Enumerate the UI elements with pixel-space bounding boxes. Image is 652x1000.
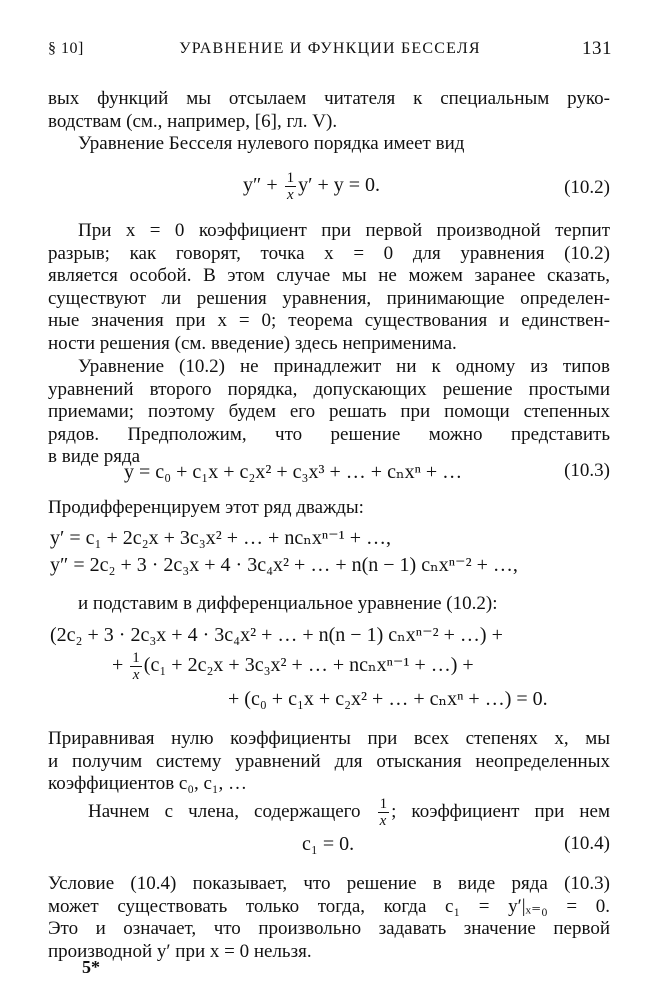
frac-numerator: 1 [286,170,295,186]
eq-plus: + [112,654,129,677]
paragraph-7 [48,728,610,796]
equation-number: (10.3) [564,460,610,481]
text-line: может существовать только тогда, когда c₁ = y′|ₓ₌₀ = 0. [48,895,610,917]
text-line: производной y′ при x = 0 нельзя. [48,940,312,962]
equation-second-derivative: y″ = 2c₂ + 3 · 2c₃x + 4 · 3c₄x² + … + n(n − 1) cₙxⁿ⁻² + …, [50,554,518,576]
equation-10-3: y = c₀ + c₁x + c₂x² + c₃x³ + … + cₙxⁿ + … [124,461,463,483]
text-line: Это и означает, что произвольно задавать значение первой [48,918,610,939]
paragraph-9 [48,873,610,963]
equation-number: (10.4) [564,833,610,854]
frac-denominator: x [287,187,294,203]
paragraph-6 [48,593,610,616]
frac-denominator: x [132,667,140,683]
paragraph-8 [88,796,611,829]
running-title: УРАВНЕНИЕ И ФУНКЦИИ БЕССЕЛЯ [179,40,481,57]
eq-rhs: y′ + y = 0. [298,174,381,197]
text-segment: ; коэффициент при нем [391,800,611,822]
text-line: вых функций мы отсылаем читателя к специальным руко- [48,88,610,109]
text-line: При x = 0 коэффициент при первой производной терпит [78,220,610,241]
text-line [88,796,611,829]
eq-body: (c₁ + 2c₂x + 3c₃x² + … + ncₙxⁿ⁻¹ + …) + [143,654,474,677]
text-line: является особой. В этом случае мы не можем заранее сказать, [48,265,610,286]
fraction [285,170,297,203]
equation-number: (10.2) [564,177,610,198]
text-segment: Начнем с члена, содержащего [88,800,361,822]
frac-numerator: 1 [379,796,388,812]
equation-substitution-3: + (c₀ + c₁x + c₂x² + … + cₙxⁿ + …) = 0. [228,688,548,710]
frac-numerator: 1 [132,650,140,666]
text-line: в виде ряда [48,446,141,467]
equation-10-2 [243,170,380,203]
equation-10-4: c₁ = 0. [302,833,355,855]
paragraph-3 [48,220,610,355]
text-line: Условие (10.4) показывает, что решение в виде ряда (10.3) [48,873,610,894]
running-header [48,40,612,64]
equation-substitution-2 [112,650,474,683]
text-line: существуют ли решения уравнения, принимающие определен- [48,287,610,309]
fraction [130,650,142,683]
text-line: Уравнение (10.2) не принадлежит ни к одному из типов [78,356,610,377]
text-line: Приравнивая нулю коэффициенты при всех степенях x, мы [48,728,610,749]
text-line: разрыв; как говорят, точка x = 0 для уравнения (10.2) [48,242,610,264]
paragraph-2 [48,133,610,156]
text-line: и получим систему уравнений для отыскания неопределенных [48,750,610,772]
text-line: ные значения при x = 0; теорема существования и единствен- [48,310,610,331]
text-line: уравнений второго порядка, допускающих решение простыми [48,378,610,400]
paragraph-5 [48,497,610,520]
text-line: приемами; поэтому будем его решать при помощи степенных [48,401,610,422]
text-line: и подставим в дифференциальное уравнение (10.2): [78,593,498,614]
page-number: 131 [582,38,612,59]
text-line: Уравнение Бесселя нулевого порядка имеет вид [78,133,465,154]
signature-mark: 5* [82,957,100,977]
paragraph-1 [48,88,610,133]
fraction [378,796,390,829]
equation-first-derivative: y′ = c₁ + 2c₂x + 3c₃x² + … + ncₙxⁿ⁻¹ + …, [50,527,391,549]
eq-lhs: y″ + [243,174,283,197]
text-line: Продифференцируем этот ряд дважды: [48,497,364,518]
equation-substitution-1: (2c₂ + 3 · 2c₃x + 4 · 3c₄x² + … + n(n − 1) cₙxⁿ⁻² + …) + [50,624,503,646]
text-line: ности решения (см. введение) здесь неприменима. [48,332,457,354]
text-line: коэффициентов c₀, c₁, … [48,773,248,794]
text-line: водствам (см., например, [6], гл. V). [48,110,338,132]
text-line: рядов. Предположим, что решение можно представить [48,423,610,445]
section-number: § 10] [48,40,84,57]
paragraph-4 [48,356,610,469]
frac-denominator: x [379,813,387,829]
